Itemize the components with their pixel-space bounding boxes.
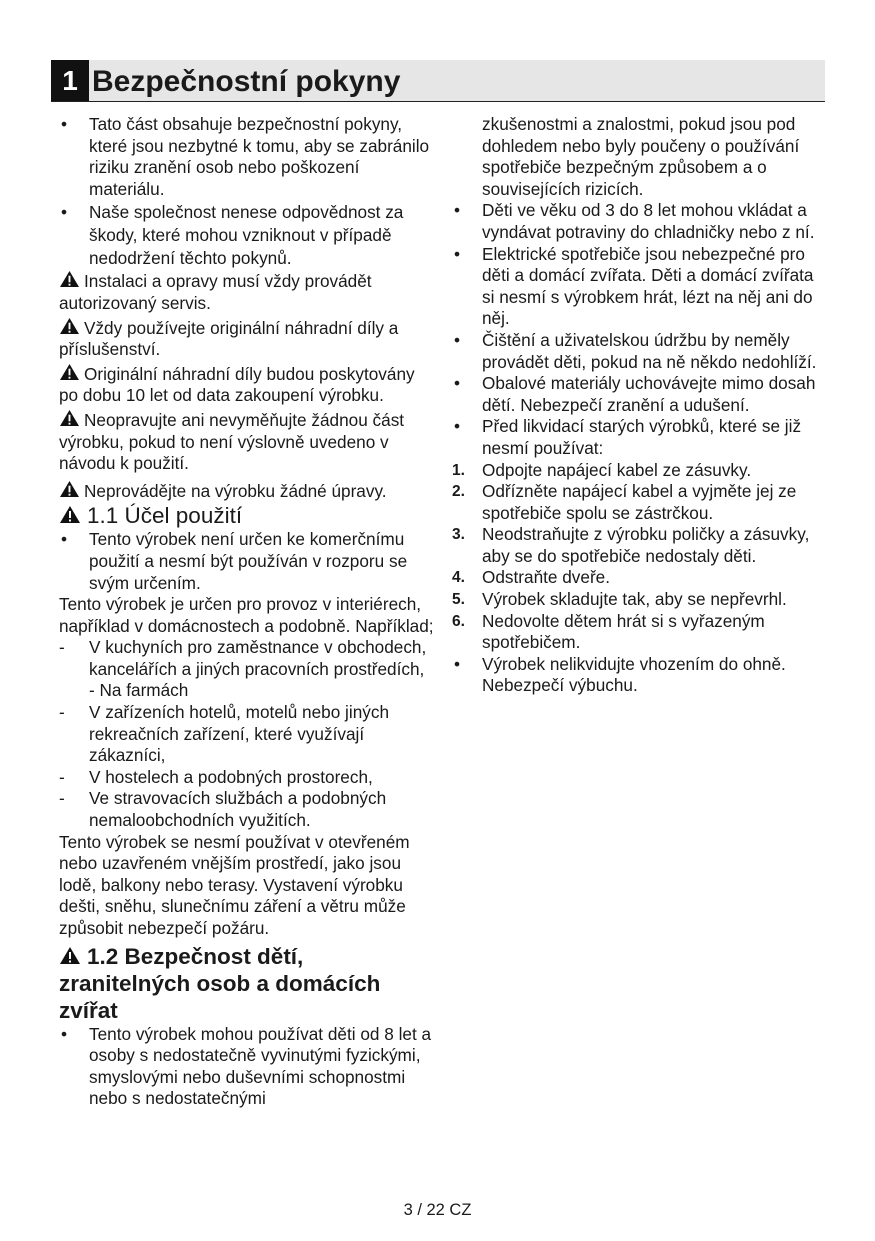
paragraph: Tento výrobek se nesmí používat v otevřeném nebo uzavřeném vnějším prostředí, jako jsou lodě, balkony nebo terasy. Vystavení výrobku dešti, sněhu, slunečnímu záření a větru může způsobit nebezpečí požáru. xyxy=(59,831,410,938)
bullet-item: • Elektrické spotřebiče jsou nebezpečné pro děti a domácí zvířata. Děti a domácí zvířata si nesmí s výrobkem hrát, lézt na něj ani do něj. xyxy=(454,243,814,329)
continuation-text: zkušenostmi a znalostmi, pokud jsou pod dohledem nebo byly poučeny o používání spotřebiče bezpečným způsobem a o souvisejících rizicích. xyxy=(482,114,800,199)
dash-item: - Ve stravovacích službách a podobných nemaloobchodních využitích. xyxy=(59,788,387,831)
bullet-item: • Obalové materiály uchovávejte mimo dosah dětí. Nebezpečí zranění a udušení. xyxy=(454,373,816,415)
chapter-header xyxy=(51,60,825,102)
chapter-number: 1 xyxy=(51,60,89,101)
bullet-item: • Tento výrobek mohou používat děti od 8 let a osoby s nedostatečně vyvinutými fyzickými, smyslovými nebo duševními schopnostmi nebo s nedostatečnými xyxy=(61,1023,432,1109)
numbered-step: 3. Neodstraňujte z výrobku poličky a zásuvky, aby se do spotřebiče nedostaly děti. xyxy=(452,524,810,566)
dash-item: - V zařízeních hotelů, motelů nebo jiných rekreačních zařízení, které využívají zákazníci, xyxy=(59,702,390,766)
dash-item: - V hostelech a podobných prostorech, xyxy=(59,766,373,787)
dash-item: - V kuchyních pro zaměstnance v obchodech, kancelářích a jiných pracovních prostředích, - Na farmách xyxy=(59,637,427,701)
section-heading-purpose: 1.1 Účel použití xyxy=(59,502,434,529)
warning-icon xyxy=(59,409,80,427)
numbered-step: 6. Nedovolte dětem hrát si s vyřazeným spotřebičem. xyxy=(452,610,765,653)
warning-item: Instalaci a opravy musí vždy provádět autorizovaný servis. xyxy=(59,271,372,313)
bullet-item: • Děti ve věku od 3 do 8 let mohou vkládat a vyndávat potraviny do chladničky nebo z ní. xyxy=(454,200,815,242)
numbered-step: 2. Odřízněte napájecí kabel a vyjměte jej ze spotřebiče spolu se zástrčkou. xyxy=(452,481,797,523)
warning-item: Originální náhradní díly budou poskytovány po dobu 10 let od data zakoupení výrobku. xyxy=(59,363,415,406)
page-title: Bezpečnostní pokyny xyxy=(92,65,401,98)
left-column xyxy=(59,114,434,1110)
bullet-item: • Tento výrobek není určen ke komerčnímu použití a nesmí být používán v rozporu se svým určením. xyxy=(61,529,408,593)
paragraph: Tento výrobek je určen pro provoz v interiérech, například v domácnostech a podobně. Například; xyxy=(59,594,434,636)
bullet-item: • Před likvidací starých výrobků, které se již nesmí používat: xyxy=(454,416,802,458)
bullet-item: • Tato část obsahuje bezpečnostní pokyny, které jsou nezbytné k tomu, aby se zabránilo riziku zranění osob nebo poškození materiálu. xyxy=(61,114,430,199)
section-heading-children: 1.2 Bezpečnost dětí, zranitelných osob a domácích zvířat xyxy=(59,943,381,1023)
numbered-step: 5. Výrobek skladujte tak, aby se nepřevrhl. xyxy=(452,589,787,610)
page-number: 3 / 22 CZ xyxy=(403,1201,472,1219)
warning-item: Neopravujte ani nevyměňujte žádnou část výrobku, pokud to není výslovně uvedeno v návodu k použití. xyxy=(59,409,405,474)
numbered-step: 4. Odstraňte dveře. xyxy=(452,567,611,588)
warning-item: Neprovádějte na výrobku žádné úpravy. xyxy=(59,480,434,503)
warning-icon xyxy=(59,946,81,965)
bullet-item: • Čištění a uživatelskou údržbu by neměly provádět děti, pokud na ně někdo nedohlíží. xyxy=(454,329,817,372)
bullet-item: • Naše společnost nenese odpovědnost za škody, které mohou vzniknout v případě nedodržení těchto pokynů. xyxy=(61,202,404,269)
warning-icon xyxy=(59,270,80,288)
warning-icon xyxy=(59,480,80,498)
bullet-item: • Výrobek nelikvidujte vhozením do ohně. Nebezpečí výbuchu. xyxy=(454,653,786,696)
numbered-step: 1. Odpojte napájecí kabel ze zásuvky. xyxy=(452,459,752,480)
warning-icon xyxy=(59,505,81,524)
warning-icon xyxy=(59,317,80,335)
warning-icon xyxy=(59,363,80,381)
right-column xyxy=(452,114,828,697)
warning-item: Vždy používejte originální náhradní díly a příslušenství. xyxy=(59,317,399,360)
